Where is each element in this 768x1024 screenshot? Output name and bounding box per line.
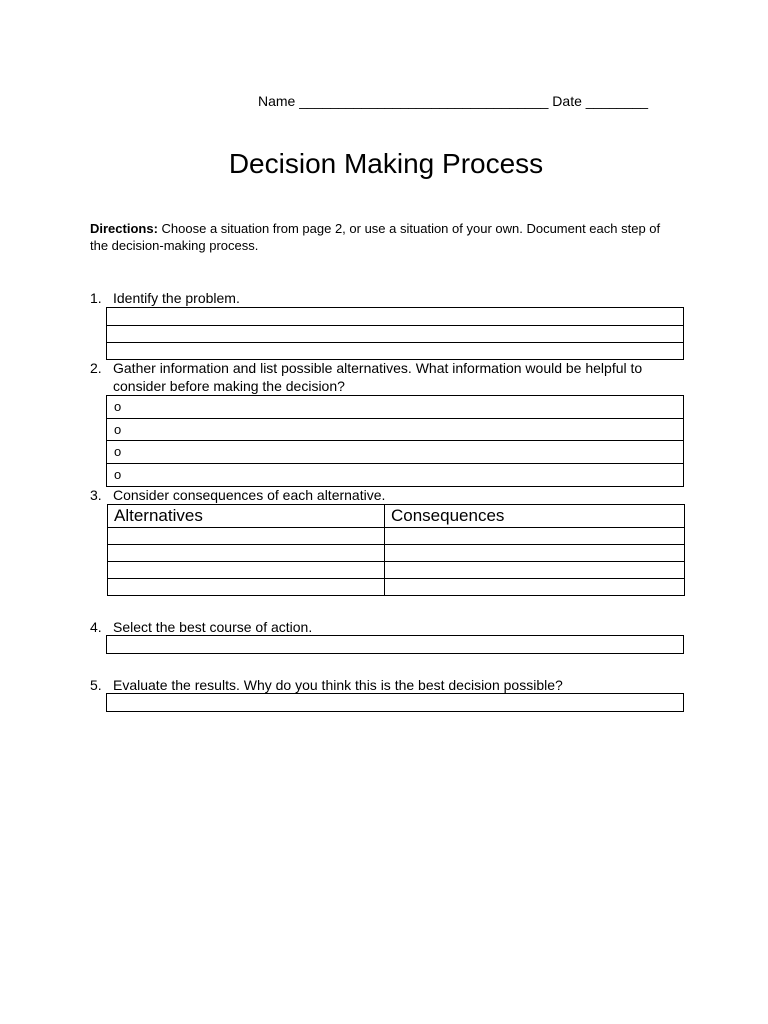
date-label: Date <box>552 93 582 109</box>
answer-box-2 <box>106 395 684 487</box>
alternative-cell[interactable] <box>108 545 385 562</box>
table-row <box>108 562 685 579</box>
directions-text: Choose a situation from page 2, or use a situation of your own. Document each step of the decision-making process. <box>90 221 661 253</box>
consequence-cell[interactable] <box>385 528 685 545</box>
question-text: Consider consequences of each alternative. <box>113 487 386 503</box>
alternative-cell[interactable] <box>108 562 385 579</box>
alternative-line[interactable] <box>107 396 683 419</box>
table-header-row <box>108 505 685 528</box>
question-number: 4. <box>90 619 102 635</box>
alternative-line[interactable] <box>107 441 683 464</box>
table-row <box>108 579 685 596</box>
directions-label: Directions: <box>90 221 158 236</box>
question-number: 1. <box>90 290 102 306</box>
alternative-cell[interactable] <box>108 579 385 596</box>
alternative-line[interactable] <box>107 464 683 486</box>
bullet-icon: o <box>114 422 122 437</box>
table-row <box>108 528 685 545</box>
name-field[interactable]: ________________________________ <box>299 93 549 109</box>
question-number: 2. <box>90 360 102 376</box>
table-row <box>108 545 685 562</box>
answer-line[interactable] <box>107 694 683 711</box>
answer-box-1 <box>106 307 684 360</box>
question-text: Evaluate the results. Why do you think this is the best decision possible? <box>113 677 563 693</box>
question-number: 5. <box>90 677 102 693</box>
page-title: Decision Making Process <box>228 148 544 179</box>
question-text: Select the best course of action. <box>113 619 313 635</box>
alternative-cell[interactable] <box>108 528 385 545</box>
answer-line[interactable] <box>107 326 683 343</box>
question-text: Gather information and list possible alternatives. What information would be helpful to consider before making the decision? <box>113 360 643 394</box>
date-field[interactable]: ________ <box>585 93 649 109</box>
answer-line[interactable] <box>107 308 683 326</box>
answer-box-4 <box>106 635 684 654</box>
name-date-line <box>258 93 648 109</box>
bullet-icon: o <box>114 399 122 414</box>
consequences-table <box>107 504 685 596</box>
answer-line[interactable] <box>107 343 683 359</box>
column-header-alternatives: Alternatives <box>108 505 385 528</box>
consequence-cell[interactable] <box>385 562 685 579</box>
answer-box-5 <box>106 693 684 712</box>
alternative-line[interactable] <box>107 419 683 441</box>
column-header-consequences: Consequences <box>385 505 685 528</box>
consequence-cell[interactable] <box>385 545 685 562</box>
question-number: 3. <box>90 487 102 503</box>
consequence-cell[interactable] <box>385 579 685 596</box>
bullet-icon: o <box>114 444 122 459</box>
question-text: Identify the problem. <box>113 290 240 306</box>
directions <box>90 220 670 254</box>
answer-line[interactable] <box>107 636 683 653</box>
name-label: Name <box>258 93 296 109</box>
bullet-icon: o <box>114 467 122 482</box>
